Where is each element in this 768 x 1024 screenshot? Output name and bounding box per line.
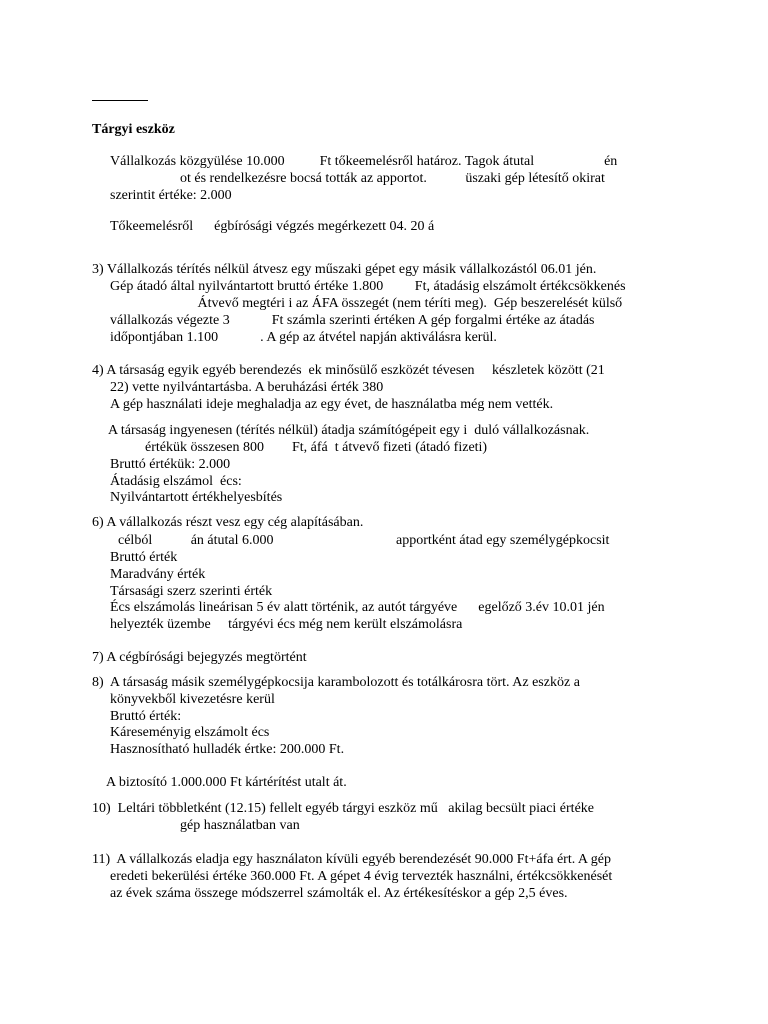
text-line: értékük összesen 800 Ft, áfá t átvevő fizeti (átadó fizeti) [145, 440, 488, 455]
text-line: Társasági szerz szerinti érték [110, 584, 273, 599]
text-line: 4) A társaság egyik egyéb berendezés ek minősülő eszközét tévesen készletek között (21 [92, 363, 605, 378]
text-line: 22) vette nyilvántartásba. A beruházási érték 380 [110, 380, 384, 395]
text-line: 8) A társaság másik személygépkocsija karambolozott és totálkárosra tört. Az eszköz a [92, 675, 580, 690]
text-line: Hasznosítható hulladék értke: 200.000 Ft. [110, 742, 345, 757]
text-line: Bruttó értékük: 2.000 [110, 457, 231, 472]
text-line: célból án átutal 6.000 apportként átad egy személygépkocsit [118, 533, 610, 548]
text-line: eredeti bekerülési értéke 360.000 Ft. A gépet 4 évig tervezték használni, értékcsökkenését [110, 869, 613, 884]
text-line: gép használatban van [110, 818, 300, 833]
text-line: időpontjában 1.100 . A gép az átvétel napján aktiválásra kerül. [110, 330, 497, 345]
text-line: helyezték üzembe tárgyévi écs még nem került elszámolásra [110, 617, 463, 632]
text-line: az évek száma összege módszerrel számolták el. Az értékesítéskor a gép 2,5 éves. [110, 886, 568, 901]
text-line: Átadásig elszámol écs: [110, 474, 242, 489]
text-line: Átvevő megtéri i az ÁFA összegét (nem téríti meg). Gép beszerelését külső [110, 296, 623, 311]
section-heading: Tárgyi eszköz [92, 122, 175, 137]
text-line: vállalkozás végezte 3 Ft számla szerinti értéken A gép forgalmi értéke az átadás [110, 313, 595, 328]
text-line: 3) Vállalkozás térítés nélkül átvesz egy műszaki gépet egy másik vállalkozástól 06.01 jén. [92, 262, 597, 277]
text-line: Nyilvántartott értékhelyesbítés [110, 490, 283, 505]
text-line: Bruttó érték [110, 550, 178, 565]
text-line: A gép használati ideje meghaladja az egy évet, de használatba még nem vették. [110, 397, 554, 412]
text-line: Vállalkozás közgyülése 10.000 Ft tőkeemelésről határoz. Tagok átutal én [110, 154, 618, 169]
text-line: 11) A vállalkozás eladja egy használaton kívüli egyéb berendezését 90.000 Ft+áfa ért. A gép [92, 852, 611, 867]
text-line: Gép átadó által nyilvántartott bruttó értéke 1.800 Ft, átadásig elszámolt értékcsökkenés [110, 279, 626, 294]
text-line: A biztosító 1.000.000 Ft kártérítést utalt át. [106, 775, 347, 790]
text-line: A társaság ingyenesen (térítés nélkül) átadja számítógépeit egy i duló vállalkozásnak. [108, 423, 590, 438]
text-line: 7) A cégbírósági bejegyzés megtörtént [92, 650, 307, 665]
text-line: Káreseményig elszámolt écs [110, 725, 270, 740]
text-line: Bruttó érték: [110, 709, 182, 724]
text-line: Tőkeemelésről égbírósági végzés megérkezett 04. 20 á [110, 219, 435, 234]
text-line: szerintit értéke: 2.000 [110, 188, 232, 203]
text-line: Maradvány érték [110, 567, 206, 582]
text-line: Écs elszámolás lineárisan 5 év alatt történik, az autót tárgyéve egelőző 3.év 10.01 jén [110, 600, 605, 615]
text-line: 10) Leltári többletként (12.15) fellelt egyéb tárgyi eszköz mű akilag becsült piaci értéke [92, 801, 595, 816]
text-line: 6) A vállalkozás részt vesz egy cég alapításában. [92, 515, 364, 530]
text-line: ot és rendelkezésre bocsá tották az apportot. üszaki gép létesítő okirat [110, 171, 605, 186]
top-rule [92, 100, 148, 101]
text-line: könyvekből kivezetésre kerül [110, 692, 275, 707]
